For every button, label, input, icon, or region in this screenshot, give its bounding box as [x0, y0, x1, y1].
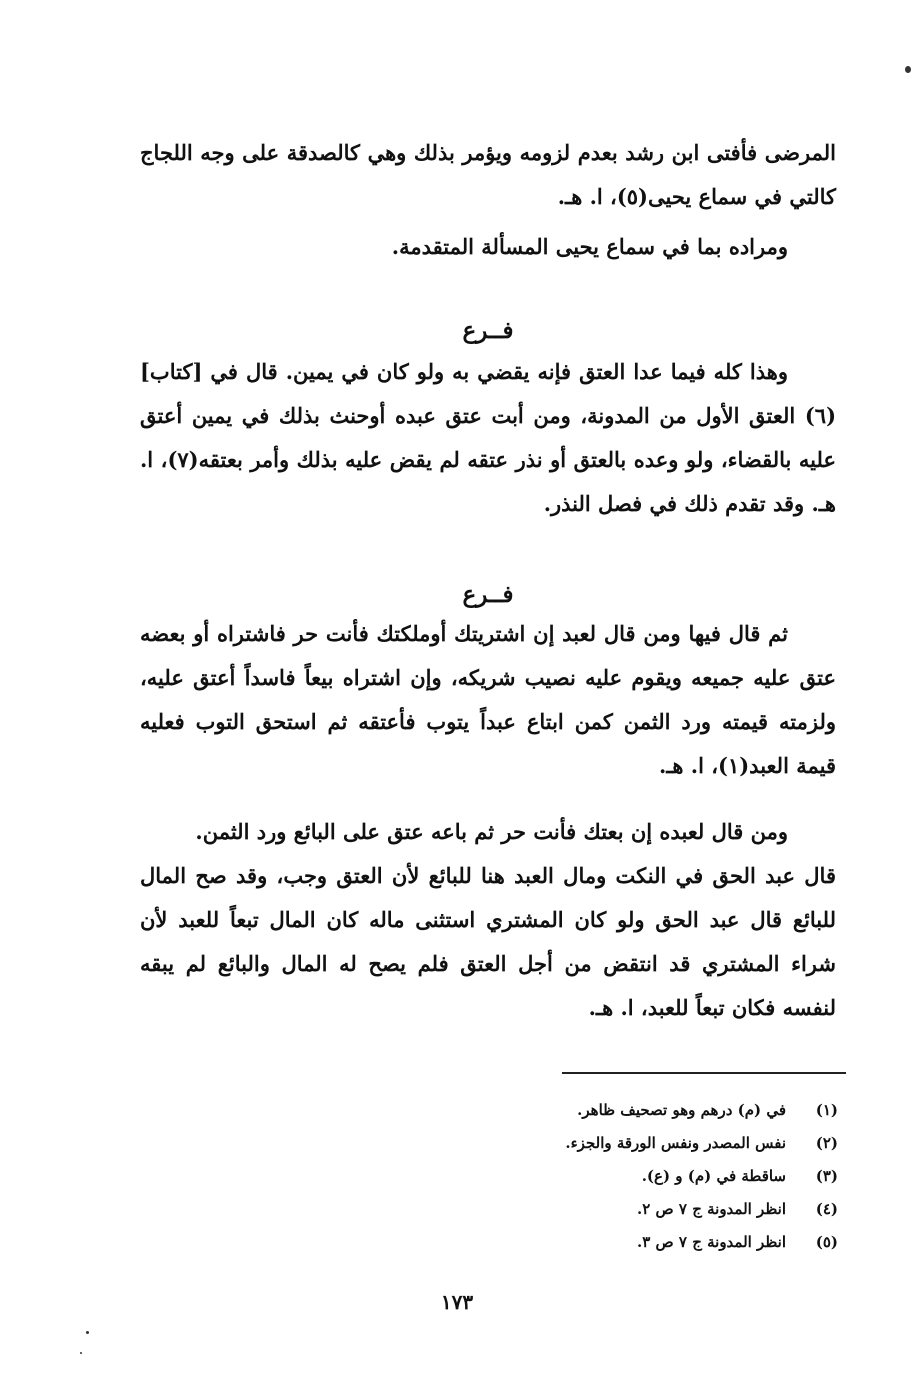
footnote-number: (١)	[815, 1101, 838, 1119]
footnote-text: في (م) درهم وهو تصحيف ظاهر.	[577, 1101, 786, 1119]
paragraph-itq: وهذا كله فيما عدا العتق فإنه يقضي به ولو كان في يمين. قال في [كتاب](٦) العتق الأول من المدونة، ومن أبت عتق عبده أوحنث بذلك في يمين أعتق عليه بالقضاء، ولو وعده بالعتق أو نذر عتقه لم يقض عليه بذلك وأمر بعتقه(٧)، ا. هـ. وقد تقدم ذلك في فصل النذر.	[140, 359, 836, 516]
paragraph-sama-yahya: ومراده بما في سماع يحيى المسألة المتقدمة.	[391, 234, 788, 259]
footnote-number: (٤)	[815, 1200, 838, 1218]
section-heading-1: فــرع	[462, 317, 514, 344]
footnote-item	[300, 1127, 838, 1160]
footnote-item	[300, 1226, 838, 1259]
page-number: ١٧٣	[440, 1290, 474, 1314]
scan-speck	[86, 1331, 89, 1334]
footnote-number: (٢)	[815, 1134, 838, 1152]
footnote-text: انظر المدونة ج ٧ ص ٢.	[637, 1200, 786, 1218]
footnote-text: ساقطة في (م) و (ع).	[641, 1167, 786, 1185]
paragraph-abd-al-haqq: قال عبد الحق في النكت ومال العبد هنا للبائع لأن العتق وجب، وقد صح المال للبائع قال عبد الحق ولو كان المشتري استثنى ماله كان المال تبعاً للعبد لأن شراء المشتري قد انتقض من أجل العتق فلم يصح له المال والبائع لم يبقه لنفسه فكان تبعاً للعبد، ا. هـ.	[140, 863, 836, 1020]
footnotes-list	[300, 1094, 838, 1259]
footnote-divider	[562, 1072, 846, 1074]
text-block-top	[140, 131, 836, 269]
footnote-item	[300, 1094, 838, 1127]
section-heading-2: فــرع	[462, 581, 514, 608]
footnote-item	[300, 1193, 838, 1226]
text-block-middle	[140, 350, 836, 526]
footnote-item	[300, 1160, 838, 1193]
footnote-text: انظر المدونة ج ٧ ص ٣.	[637, 1233, 786, 1251]
text-block-lower	[140, 612, 836, 1030]
footnote-text: نفس المصدر ونفس الورقة والجزء.	[565, 1134, 786, 1152]
paragraph-biatuk: ومن قال لعبده إن بعتك فأنت حر ثم باعه عتق على البائع ورد الثمن.	[195, 819, 788, 844]
scan-speck	[905, 66, 911, 73]
paragraph-continuation: المرضى فأفتى ابن رشد بعدم لزومه ويؤمر بذلك وهي كالصدقة على وجه اللجاج كالتي في سماع يحيى(٥)، ا. هـ.	[140, 140, 836, 209]
footnote-number: (٣)	[815, 1167, 838, 1185]
footnote-number: (٥)	[815, 1233, 838, 1251]
paragraph-ishtaraytuk: ثم قال فيها ومن قال لعبد إن اشتريتك أوملكتك فأنت حر فاشتراه أو بعضه عتق عليه جميعه ويقوم عليه نصيب شريكه، وإن اشتراه بيعاً فاسداً أعتق عليه، ولزمته قيمته ورد الثمن كمن ابتاع عبداً يتوب فأعتقه ثم استحق التوب فعليه قيمة العبد(١)، ا. هـ.	[140, 621, 836, 778]
scan-speck	[80, 1352, 82, 1354]
